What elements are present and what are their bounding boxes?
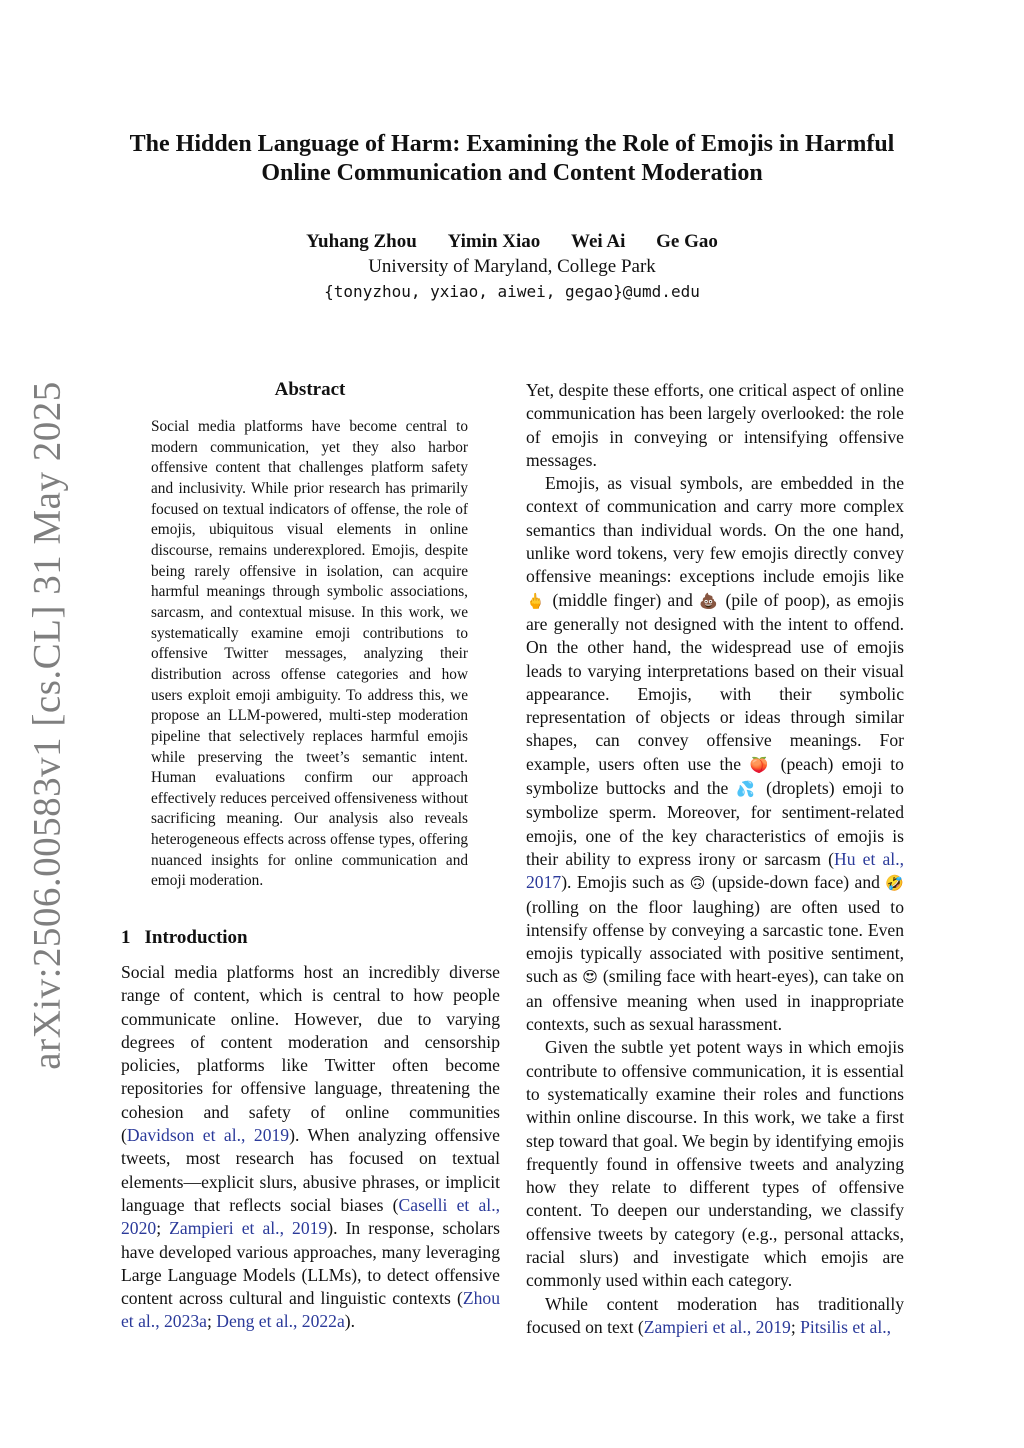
section-title: Introduction (144, 927, 248, 948)
abstract-text: Social media platforms have become central to modern communication, yet they also harbor offensive content that challenges platform safety and inclusivity. While prior research has primarily focused on textual indicators of offense, the role of emojis, ubiquitous visual elements in online discourse, remains underexplored. Emojis, despite being rarely offensive in isolation, can acquire harmful meanings through symbolic associations, sarcasm, and contextual misuse. In this work, we systematically examine emoji contributions to offensive Twitter messages, analyzing their distribution across offense categories and how users exploit emoji ambiguity. To address this, we propose an LLM-powered, multi-step moderation pipeline that selectively replaces harmful emojis while preserving the tweet’s semantic intent. Human evaluations confirm our approach effectively reduces perceived offensiveness without sacrificing meaning. Our analysis also reveals heterogeneous effects across offense types, offering nuanced insights for online communication and emoji moderation. (151, 418, 468, 890)
peach-emoji-icon: 🍑 (749, 755, 773, 774)
text-run: While content moderation has traditionally focused on text ( (526, 1293, 904, 1337)
body-paragraph (526, 1293, 904, 1340)
citation-link[interactable]: Davidson et al., 2019 (126, 1125, 290, 1146)
author-list (100, 229, 924, 254)
text-run: ; (206, 1311, 217, 1332)
citation-link[interactable]: Zampieri et al., 2019 (643, 1316, 791, 1337)
heart-eyes-emoji-icon: 😍 (582, 968, 599, 987)
droplets-emoji-icon: 💦 (736, 780, 759, 799)
paper-title: The Hidden Language of Harm: Examining the Role of Emojis in Harmful Online Communication and Content Moderation (129, 131, 895, 186)
author-name: Ge Gao (656, 231, 718, 252)
body-paragraph: Given the subtle yet potent ways in which emojis contribute to offensive communication, it is essential to systematically examine their roles and functions within online discourse. In this work, we take a first step toward that goal. We begin by identifying emojis frequently found in offensive tweets and analyzing how they relate to different types of offensive content. To deepen our understanding, we classify offensive tweets by category (e.g., personal attacks, racial slurs) and investigate which emojis are commonly used within each category. (526, 1037, 904, 1291)
text-run: ). In response, scholars have developed various approaches, many leveraging Large Language Models (LLMs), to detect offensive content across cultural and linguistic contexts ( (121, 1218, 500, 1309)
author-name: Yuhang Zhou (306, 231, 417, 252)
text-run: (upside-down face) and (706, 872, 886, 893)
text-run: (rolling on the floor laughing) are often used to intensify offense by conveying a sarcastic tone. Even emojis typically associated with positive sentiment, such as (526, 896, 904, 987)
rolling-on-floor-laughing-emoji-icon: 🤣 (885, 874, 905, 893)
text-run: ; (156, 1218, 170, 1239)
affiliation: University of Maryland, College Park (368, 256, 656, 277)
section-number: 1 (121, 927, 131, 948)
section-heading-introduction (121, 925, 501, 951)
arxiv-identifier: arXiv:2506.00583v1 [cs.CL] 31 May 2025 (25, 380, 69, 1070)
middle-finger-emoji-icon: 🖕 (526, 591, 547, 610)
text-run: ). Emojis such as (561, 872, 690, 893)
citation-link[interactable]: Zampieri et al., 2019 (169, 1218, 328, 1239)
text-run: ; (790, 1316, 801, 1337)
intro-paragraph (121, 961, 500, 1334)
text-run: (peach) emoji to symbolize buttocks and the (526, 753, 904, 799)
author-emails: {tonyzhou, yxiao, aiwei, gegao}@umd.edu (324, 282, 700, 301)
text-run: (pile of poop), as emojis are generally not designed with the intent to offend. On the other hand, the widespread use of emojis leads to varying interpretations based on their visual appearance. Emojis, with their symbolic representation of objects or ideas through similar shapes, can convey offensive meanings. For example, users often use the (526, 589, 904, 774)
text-run: (middle finger) and (546, 589, 699, 610)
author-name: Wei Ai (571, 231, 626, 252)
text-run: ). When analyzing offensive tweets, most research has focused on textual elements—explicit slurs, abusive phrases, or implicit language that reflects social biases ( (121, 1125, 500, 1215)
abstract-heading: Abstract (274, 379, 346, 400)
upside-down-face-emoji-icon: 🙃 (689, 874, 707, 893)
emoji-paragraph (526, 472, 904, 1036)
text-run: Social media platforms host an incredibly diverse range of content, which is central to how people communicate online. However, due to varying degrees of content moderation and censorship policies, platforms like Twitter often become repositories for offensive language, threatening the cohesion and safety of online communities ( (121, 962, 500, 1146)
citation-link[interactable]: Zhou et al., 2023a (121, 1288, 500, 1332)
body-paragraph: Yet, despite these efforts, one critical aspect of online communication has been largely overlooked: the role of emojis in conveying or intensifying offensive messages. (526, 380, 904, 470)
author-name: Yimin Xiao (447, 231, 541, 252)
text-run: ). (344, 1311, 356, 1332)
pile-of-poop-emoji-icon: 💩 (698, 591, 720, 610)
arxiv-watermark (22, 380, 72, 1070)
text-run: Emojis, as visual symbols, are embedded in the context of communication and carry more complex semantics than individual words. On the one hand, unlike word tokens, very few emojis directly convey offensive meanings: exceptions include emojis like (526, 473, 904, 587)
text-run: (smiling face with heart-eyes), can take on an offensive meaning when used in inappropriate contexts, such as sexual harassment. (526, 966, 904, 1035)
citation-link[interactable]: Caselli et al., 2020 (121, 1194, 500, 1239)
citation-link[interactable]: Hu et al., 2017 (526, 848, 904, 893)
right-column (526, 379, 904, 1339)
citation-link[interactable]: Pitsilis et al., (800, 1316, 892, 1337)
citation-link[interactable]: Deng et al., 2022a (216, 1311, 345, 1332)
text-run: (droplets) emoji to symbolize sperm. Moreover, for sentiment-related emojis, one of the key characteristics of emojis is their ability to express irony or sarcasm ( (526, 778, 904, 869)
